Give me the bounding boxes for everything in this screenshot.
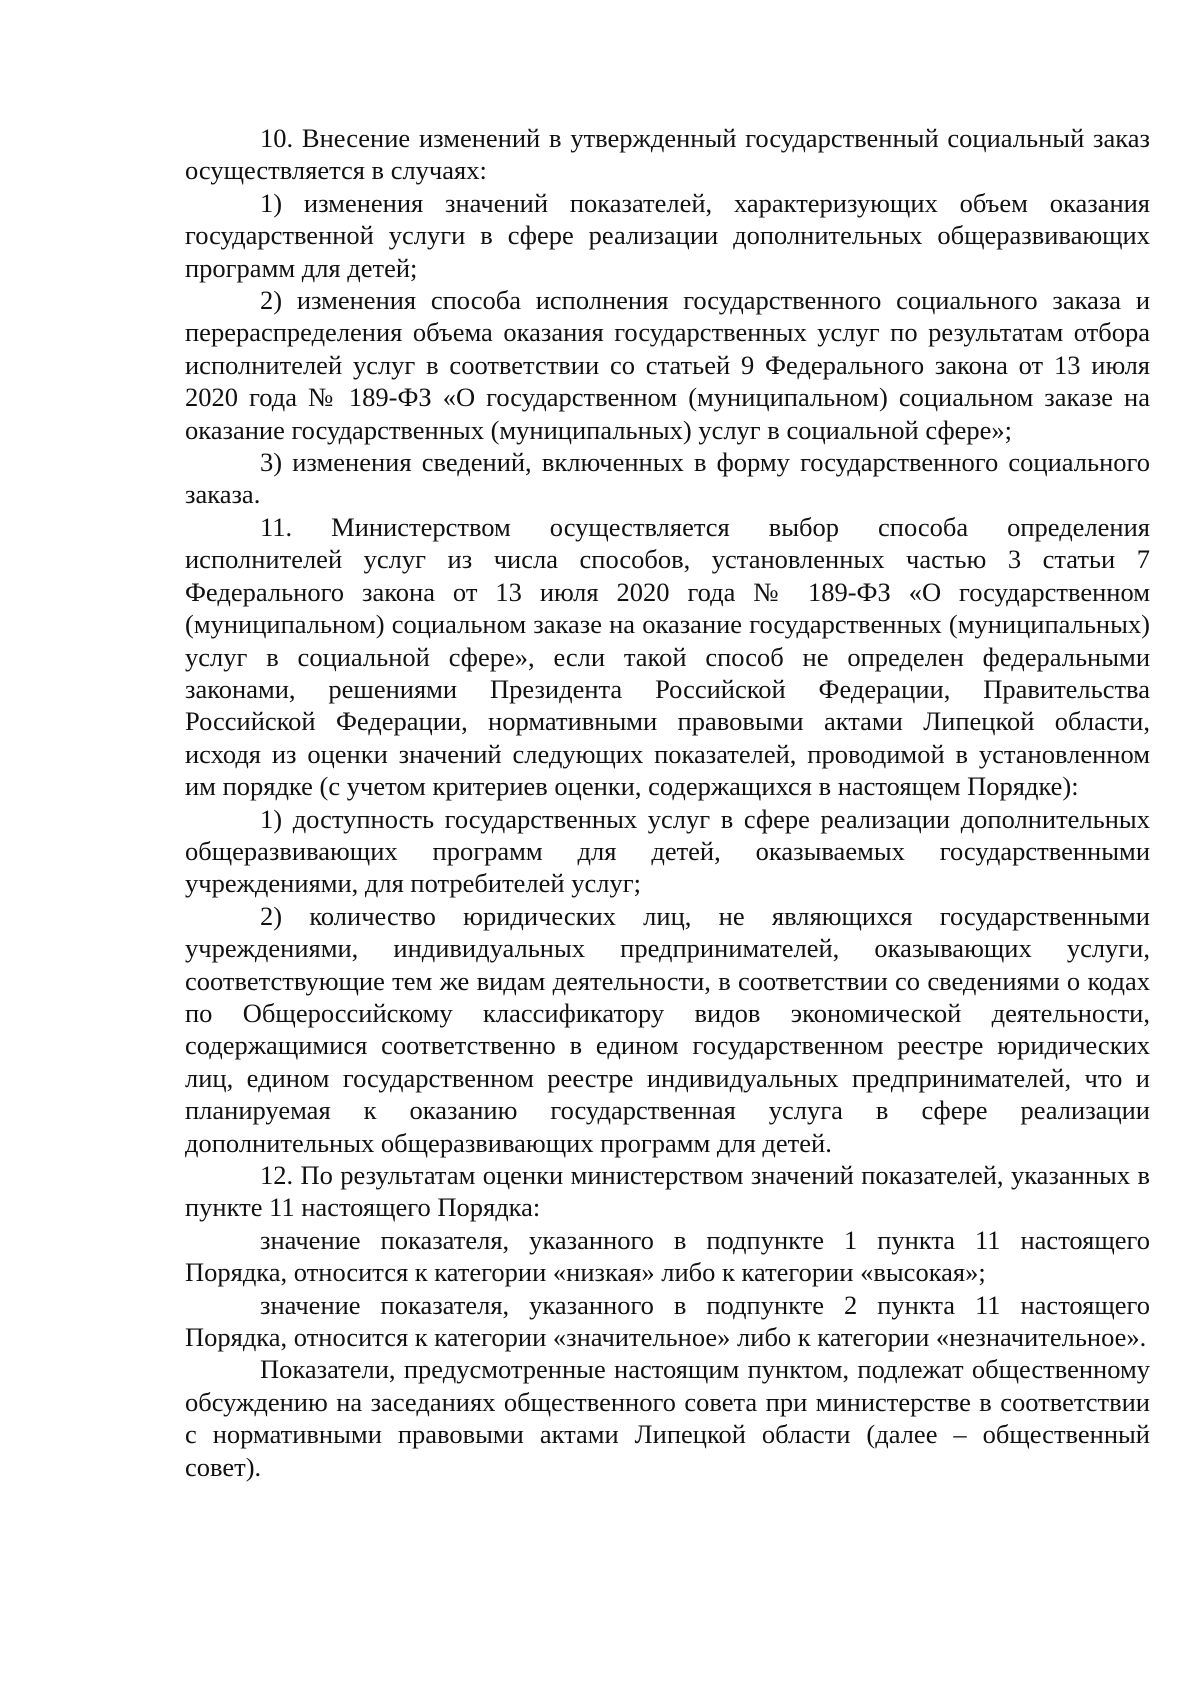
paragraph-11-item-1: 1) доступность государственных услуг в сфере реализации дополнительных общеразвивающих программ для детей, оказываемых государственными учреждениями, для потребителей услуг; (185, 803, 1150, 899)
paragraph-11-item-2: 2) количество юридических лиц, не являющихся государственными учреждениями, индивидуальных предпринимателей, оказывающих услуги, соответствующие тем же видам деятельности, в соответствии со сведениями о кодах по Общероссийскому классификатору видов экономической деятельности, содержащимися соответственно в едином государственном реестре юридических лиц, едином государственном реестре индивидуальных предпринимателей, что и планируемая к оказанию государственная услуга в сфере реализации дополнительных общеразвивающих программ для детей. (185, 900, 1150, 1158)
paragraph-10-item-1: 1) изменения значений показателей, характеризующих объем оказания государственной услуги в сфере реализации дополнительных общеразвивающих программ для детей; (185, 187, 1150, 283)
paragraph-12-value-1: значение показателя, указанного в подпункте 1 пункта 11 настоящего Порядка, относится к категории «низкая» либо к категории «высокая»; (185, 1224, 1150, 1288)
paragraph-11: 11. Министерством осуществляется выбор способа определения исполнителей услуг из числа способов, установленных частью 3 статьи 7 Федерального закона от 13 июля 2020 года № 189-ФЗ «О государственном (муниципальном) социальном заказе на оказание государственных (муниципальных) услуг в социальной сфере», если такой способ не определен федеральными законами, решениями Президента Российской Федерации, Правительства Российской Федерации, нормативными правовыми актами Липецкой области, исходя из оценки значений следующих показателей, проводимой в установленном им порядке (с учетом критериев оценки, содержащихся в настоящем Порядке): (185, 511, 1150, 802)
paragraph-12-value-2: значение показателя, указанного в подпункте 2 пункта 11 настоящего Порядка, относится к категории «значительное» либо к категории «незначительное». (185, 1289, 1150, 1353)
paragraph-12-note: Показатели, предусмотренные настоящим пунктом, подлежат общественному обсуждению на заседаниях общественного совета при министерстве в соответствии с нормативными правовыми актами Липецкой области (далее – общественный совет). (185, 1354, 1150, 1482)
paragraph-10-item-3: 3) изменения сведений, включенных в форму государственного социального заказа. (185, 447, 1150, 510)
document-body (185, 122, 1150, 1483)
paragraph-10: 10. Внесение изменений в утвержденный государственный социальный заказ осуществляется в случаях: (185, 123, 1150, 186)
paragraph-12: 12. По результатам оценки министерством значений показателей, указанных в пункте 11 настоящего Порядка: (185, 1160, 1150, 1223)
paragraph-10-item-2: 2) изменения способа исполнения государственного социального заказа и перераспределения объема оказания государственных услуг по результатам отбора исполнителей услуг в соответствии со статьей 9 Федерального закона от 13 июля 2020 года № 189-ФЗ «О государственном (муниципальном) социальном заказе на оказание государственных (муниципальных) услуг в социальной сфере»; (185, 285, 1150, 445)
